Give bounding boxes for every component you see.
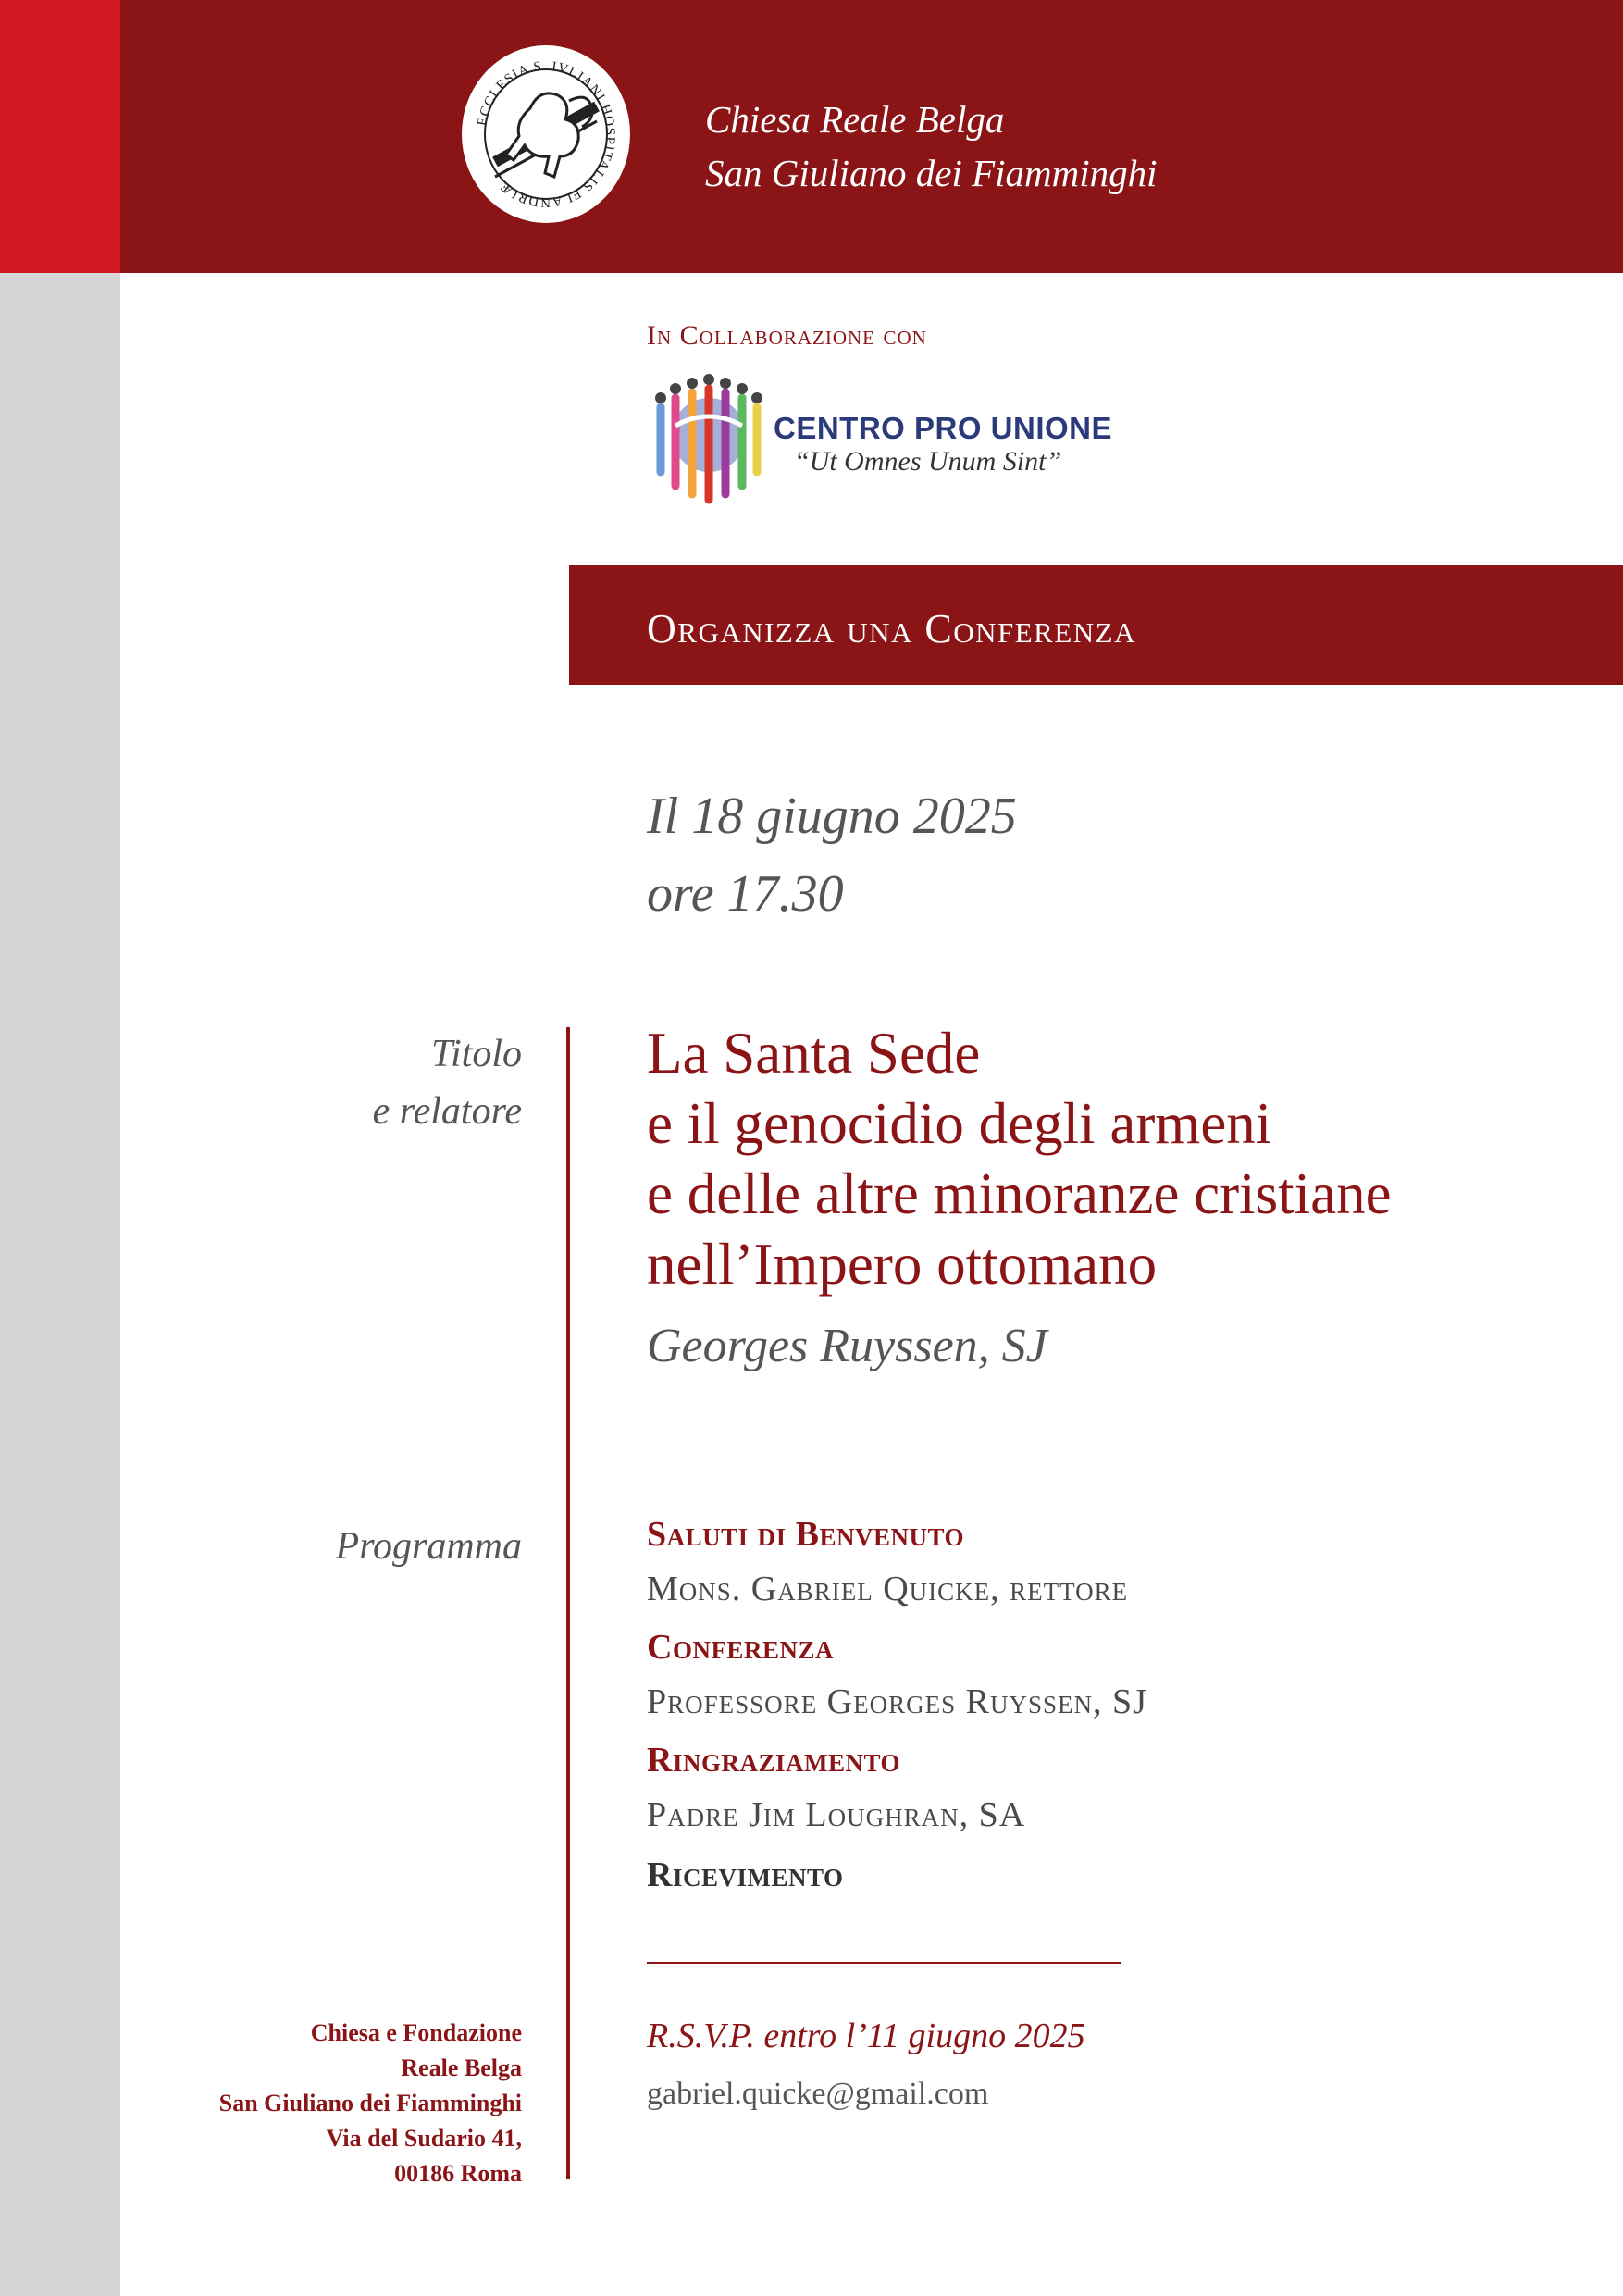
program-item-heading: Conferenza	[647, 1628, 834, 1667]
talk-title-line: e il genocidio degli armeni	[647, 1091, 1272, 1156]
talk-title	[647, 1018, 1609, 1299]
program-item-heading: Ringraziamento	[647, 1741, 900, 1780]
talk-title-line: e delle altre minoranze cristiane	[647, 1161, 1392, 1226]
address-line: Reale Belga	[401, 2054, 522, 2081]
conference-banner	[569, 565, 1623, 685]
church-name	[705, 93, 1158, 200]
program-list	[647, 1508, 1572, 1903]
title-label-line2: e relatore	[372, 1090, 522, 1133]
address-line: Via del Sudario 41,	[326, 2125, 522, 2152]
address-line: 00186 Roma	[394, 2160, 522, 2187]
church-name-line2: San Giuliano dei Fiamminghi	[705, 152, 1158, 194]
rsvp-divider	[647, 1962, 1121, 1964]
partner-name: CENTRO PRO UNIONE	[774, 411, 1113, 445]
talk-title-line: nell’Impero ottomano	[647, 1232, 1158, 1297]
address-block	[219, 2016, 522, 2191]
program-item-detail: Mons. Gabriel Quicke, rettore	[647, 1570, 1129, 1608]
program-item-detail: Professore Georges Ruyssen, SJ	[647, 1682, 1147, 1721]
collaboration-label: In Collaborazione con	[647, 320, 927, 351]
title-label-line1: Titolo	[430, 1033, 522, 1075]
speaker-name: Georges Ruyssen, SJ	[647, 1320, 1047, 1372]
church-name-line1: Chiesa Reale Belga	[705, 98, 1005, 141]
vertical-divider	[566, 1027, 570, 2179]
program-item-heading: Saluti di Benvenuto	[647, 1515, 965, 1554]
event-time: ore 17.30	[647, 865, 844, 923]
partner-motto: “Ut Omnes Unum Sint”	[794, 446, 1062, 477]
program-item-heading: Ricevimento	[647, 1855, 844, 1894]
program-label: Programma	[335, 1525, 522, 1568]
seal-inscription: ECCLESIA S. IVLIANI HOSPITALIS FLANDRIÆ	[475, 58, 618, 210]
talk-title-line: La Santa Sede	[647, 1021, 981, 1086]
rsvp-email[interactable]: gabriel.quicke@gmail.com	[647, 2077, 989, 2111]
rsvp-text: R.S.V.P. entro l’11 giugno 2025	[647, 2017, 1085, 2055]
conference-banner-text: Organizza una Conferenza	[647, 606, 1136, 652]
church-seal-logo	[458, 42, 634, 227]
header-accent-block	[0, 0, 120, 273]
left-gray-strip	[0, 273, 120, 2296]
program-item-detail: Padre Jim Loughran, SA	[647, 1795, 1026, 1834]
centro-pro-unione-logo	[648, 370, 768, 518]
address-line: San Giuliano dei Fiamminghi	[218, 2090, 522, 2116]
title-speaker-label	[373, 1025, 522, 1140]
event-date: Il 18 giugno 2025	[647, 788, 1017, 845]
address-line: Chiesa e Fondazione	[310, 2019, 522, 2046]
